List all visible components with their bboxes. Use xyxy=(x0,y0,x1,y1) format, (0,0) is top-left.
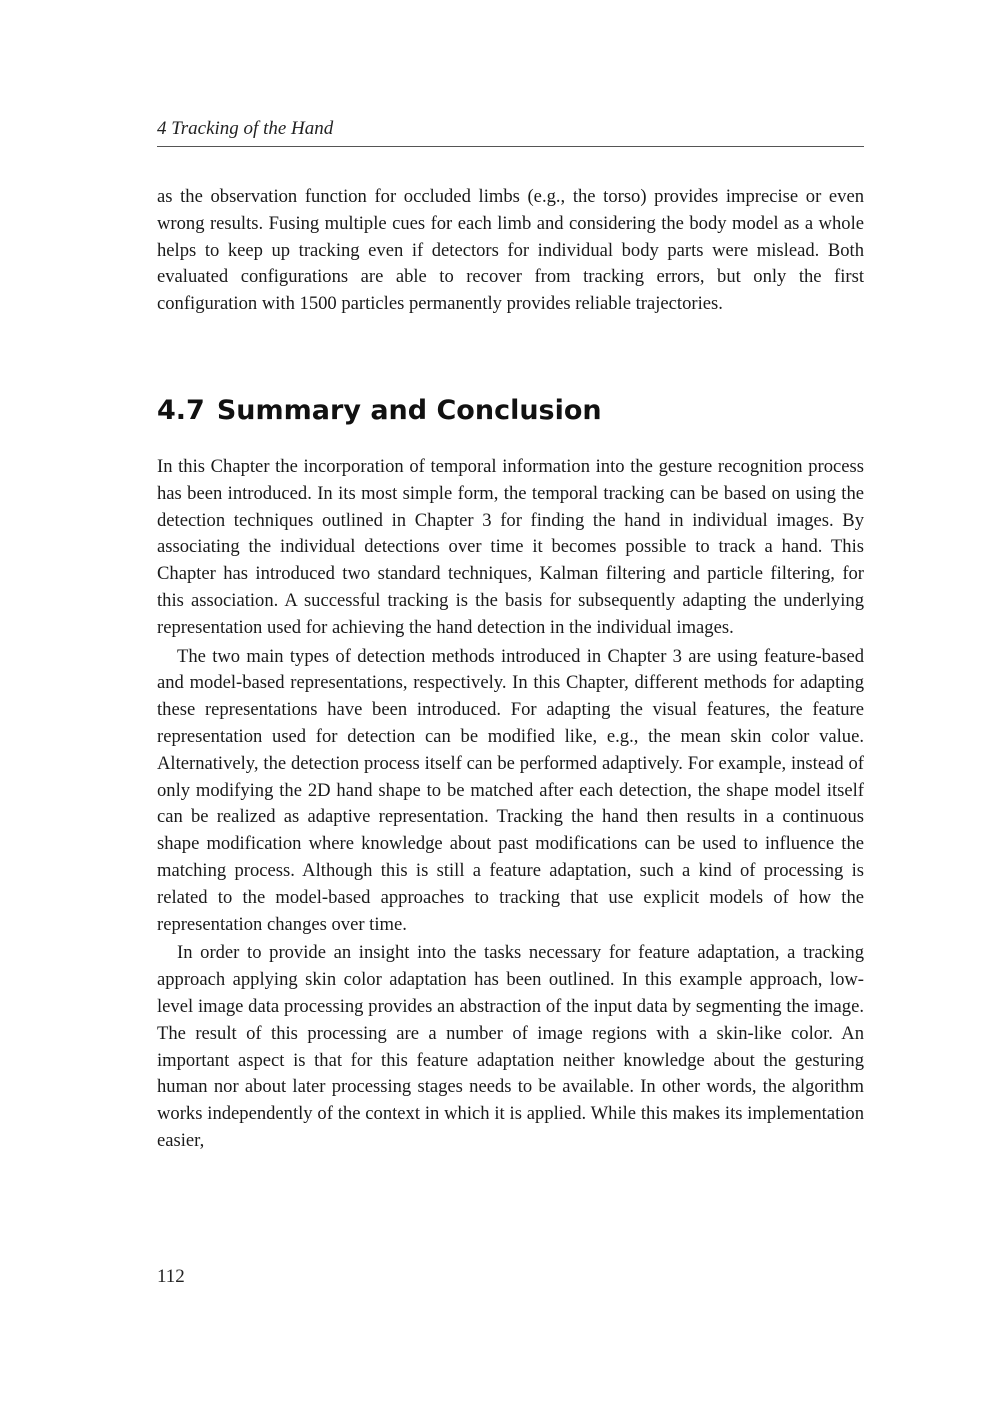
running-head: 4 Tracking of the Hand xyxy=(157,118,334,139)
section-body xyxy=(157,454,864,1157)
paragraph: The two main types of detection methods introduced in Chapter 3 are using feature-based and model-based representations, respectively. In this Chapter, different methods for adapting these representations have been introduced. For adapting the visual features, the feature representation used for detection can be modified like, e.g., the mean skin color value. Alternatively, the detection process itself can be performed adaptively. For example, instead of only modifying the 2D hand shape to be matched after each detection, the shape model itself can be realized as adaptive representation. Tracking the hand then results in a continuous shape modification where knowledge about past modifications can be used to influence the matching process. Although this is still a feature adaptation, such a kind of processing is related to the model-based approaches to tracking that use explicit models of how the representation changes over time. xyxy=(157,645,864,935)
paragraph: In this Chapter the incorporation of temporal information into the gesture recognition process has been introduced. In its most simple form, the temporal tracking can be based on using the detection techniques outlined in Chapter 3 for finding the hand in individual images. By associating the individual detections over time it becomes possible to track a hand. This Chapter has introduced two standard techniques, Kalman filtering and particle filtering, for this association. A successful tracking is the basis for subsequently adapting the underlying representation used for achieving the hand detection in the individual images. xyxy=(157,456,864,638)
section-number: 4.7 xyxy=(157,395,205,426)
section-title: Summary and Conclusion xyxy=(216,395,602,426)
continuation-paragraph: as the observation function for occluded limbs (e.g., the torso) provides imprecise or even wrong results. Fusing multiple cues for each limb and considering the body model as a whole helps to keep up tracking even if detectors for individual body parts were mislead. Both evaluated configurations are able to recover from tracking errors, but only the first configuration with 1500 particles permanently provides reliable trajectories. xyxy=(157,186,864,315)
paragraph: In order to provide an insight into the tasks necessary for feature adaptation, a tracking approach applying skin color adaptation has been outlined. In this example approach, low-level image data processing provides an abstraction of the input data by segmenting the image. The result of this processing are a number of image regions with a skin-like color. An important aspect is that for this feature adaptation neither knowledge about the gesturing human nor about later processing stages needs to be available. In other words, the algorithm works independently of the context in which it is applied. While this makes its implementation easier, xyxy=(157,942,864,1151)
header-rule xyxy=(157,146,864,147)
page-number: 112 xyxy=(157,1266,185,1287)
section-heading xyxy=(157,395,864,426)
